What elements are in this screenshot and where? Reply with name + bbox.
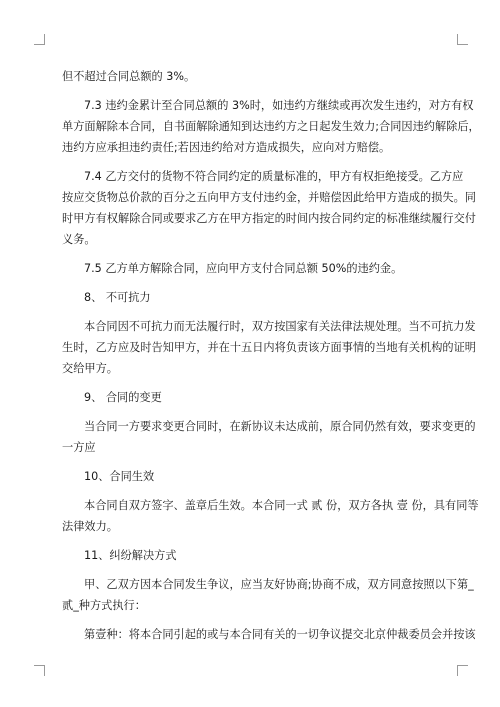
text-line: 时甲方有权解除合同或要求乙方在甲方指定的时间内按合同约定的标准继续履行交付 [62, 212, 476, 225]
text-line: 贰_种方式执行： [62, 599, 146, 612]
clause-7-5: 7.5 乙方单方解除合同，应向甲方支付合同总额 50%的违约金。 [84, 262, 403, 275]
section-heading-9: 9、 合同的变更 [84, 391, 162, 404]
document-body [62, 66, 480, 645]
text-line: 生时，乙方应及时告知甲方，并在十五日内将负责该方面事情的当地有关机构的证明 [62, 341, 476, 354]
crop-mark-bottom-left [34, 665, 45, 676]
text-line: 甲、乙双方因本合同发生争议，应当友好协商;协商不成，双方同意按照以下第_ [84, 578, 474, 591]
text-line: 当合同一方要求变更合同时，在新协议未达成前，原合同仍然有效，要求变更的 [84, 420, 476, 433]
text-line: 但不超过合同总额的 3%。 [62, 70, 196, 83]
section-heading-11: 11、纠纷解决方式 [84, 549, 177, 562]
crop-mark-top-right [457, 34, 468, 45]
text-line: 法律效力。 [62, 520, 118, 533]
crop-mark-bottom-right [457, 665, 468, 676]
section-heading-10: 10、合同生效 [84, 470, 155, 483]
section-heading-8: 8、 不可抗力 [84, 291, 151, 304]
clause-7-3: 7.3 违约金累计至合同总额的 3%时，如违约方继续或再次发生违约，对方有权 [84, 99, 474, 112]
text-line: 按应交货物总价款的百分之五向甲方支付违约金，并赔偿因此给甲方造成的损失。同 [62, 191, 476, 204]
text-line: 违约方应承担违约责任;若因违约给对方造成损失，应向对方赔偿。 [62, 141, 391, 154]
text-line: 单方面解除本合同，自书面解除通知到达违约方之日起发生效力;合同因违约解除后， [62, 120, 480, 133]
text-line: 交给甲方。 [62, 362, 118, 375]
text-line: 本合同自双方签字、盖章后生效。本合同一式 贰 份，双方各执 壹 份，具有同等 [84, 499, 479, 512]
text-line: 第壹种：将本合同引起的或与本合同有关的一切争议提交北京仲裁委员会并按该 [84, 628, 476, 641]
text-line: 一方应 [62, 441, 96, 454]
crop-mark-top-left [34, 34, 45, 45]
clause-7-4: 7.4 乙方交付的货物不符合同约定的质量标准的，甲方有权拒绝接受。乙方应 [84, 170, 464, 183]
text-line: 义务。 [62, 233, 96, 246]
text-line: 本合同因不可抗力而无法履行时，双方按国家有关法律法规处理。当不可抗力发 [84, 320, 476, 333]
